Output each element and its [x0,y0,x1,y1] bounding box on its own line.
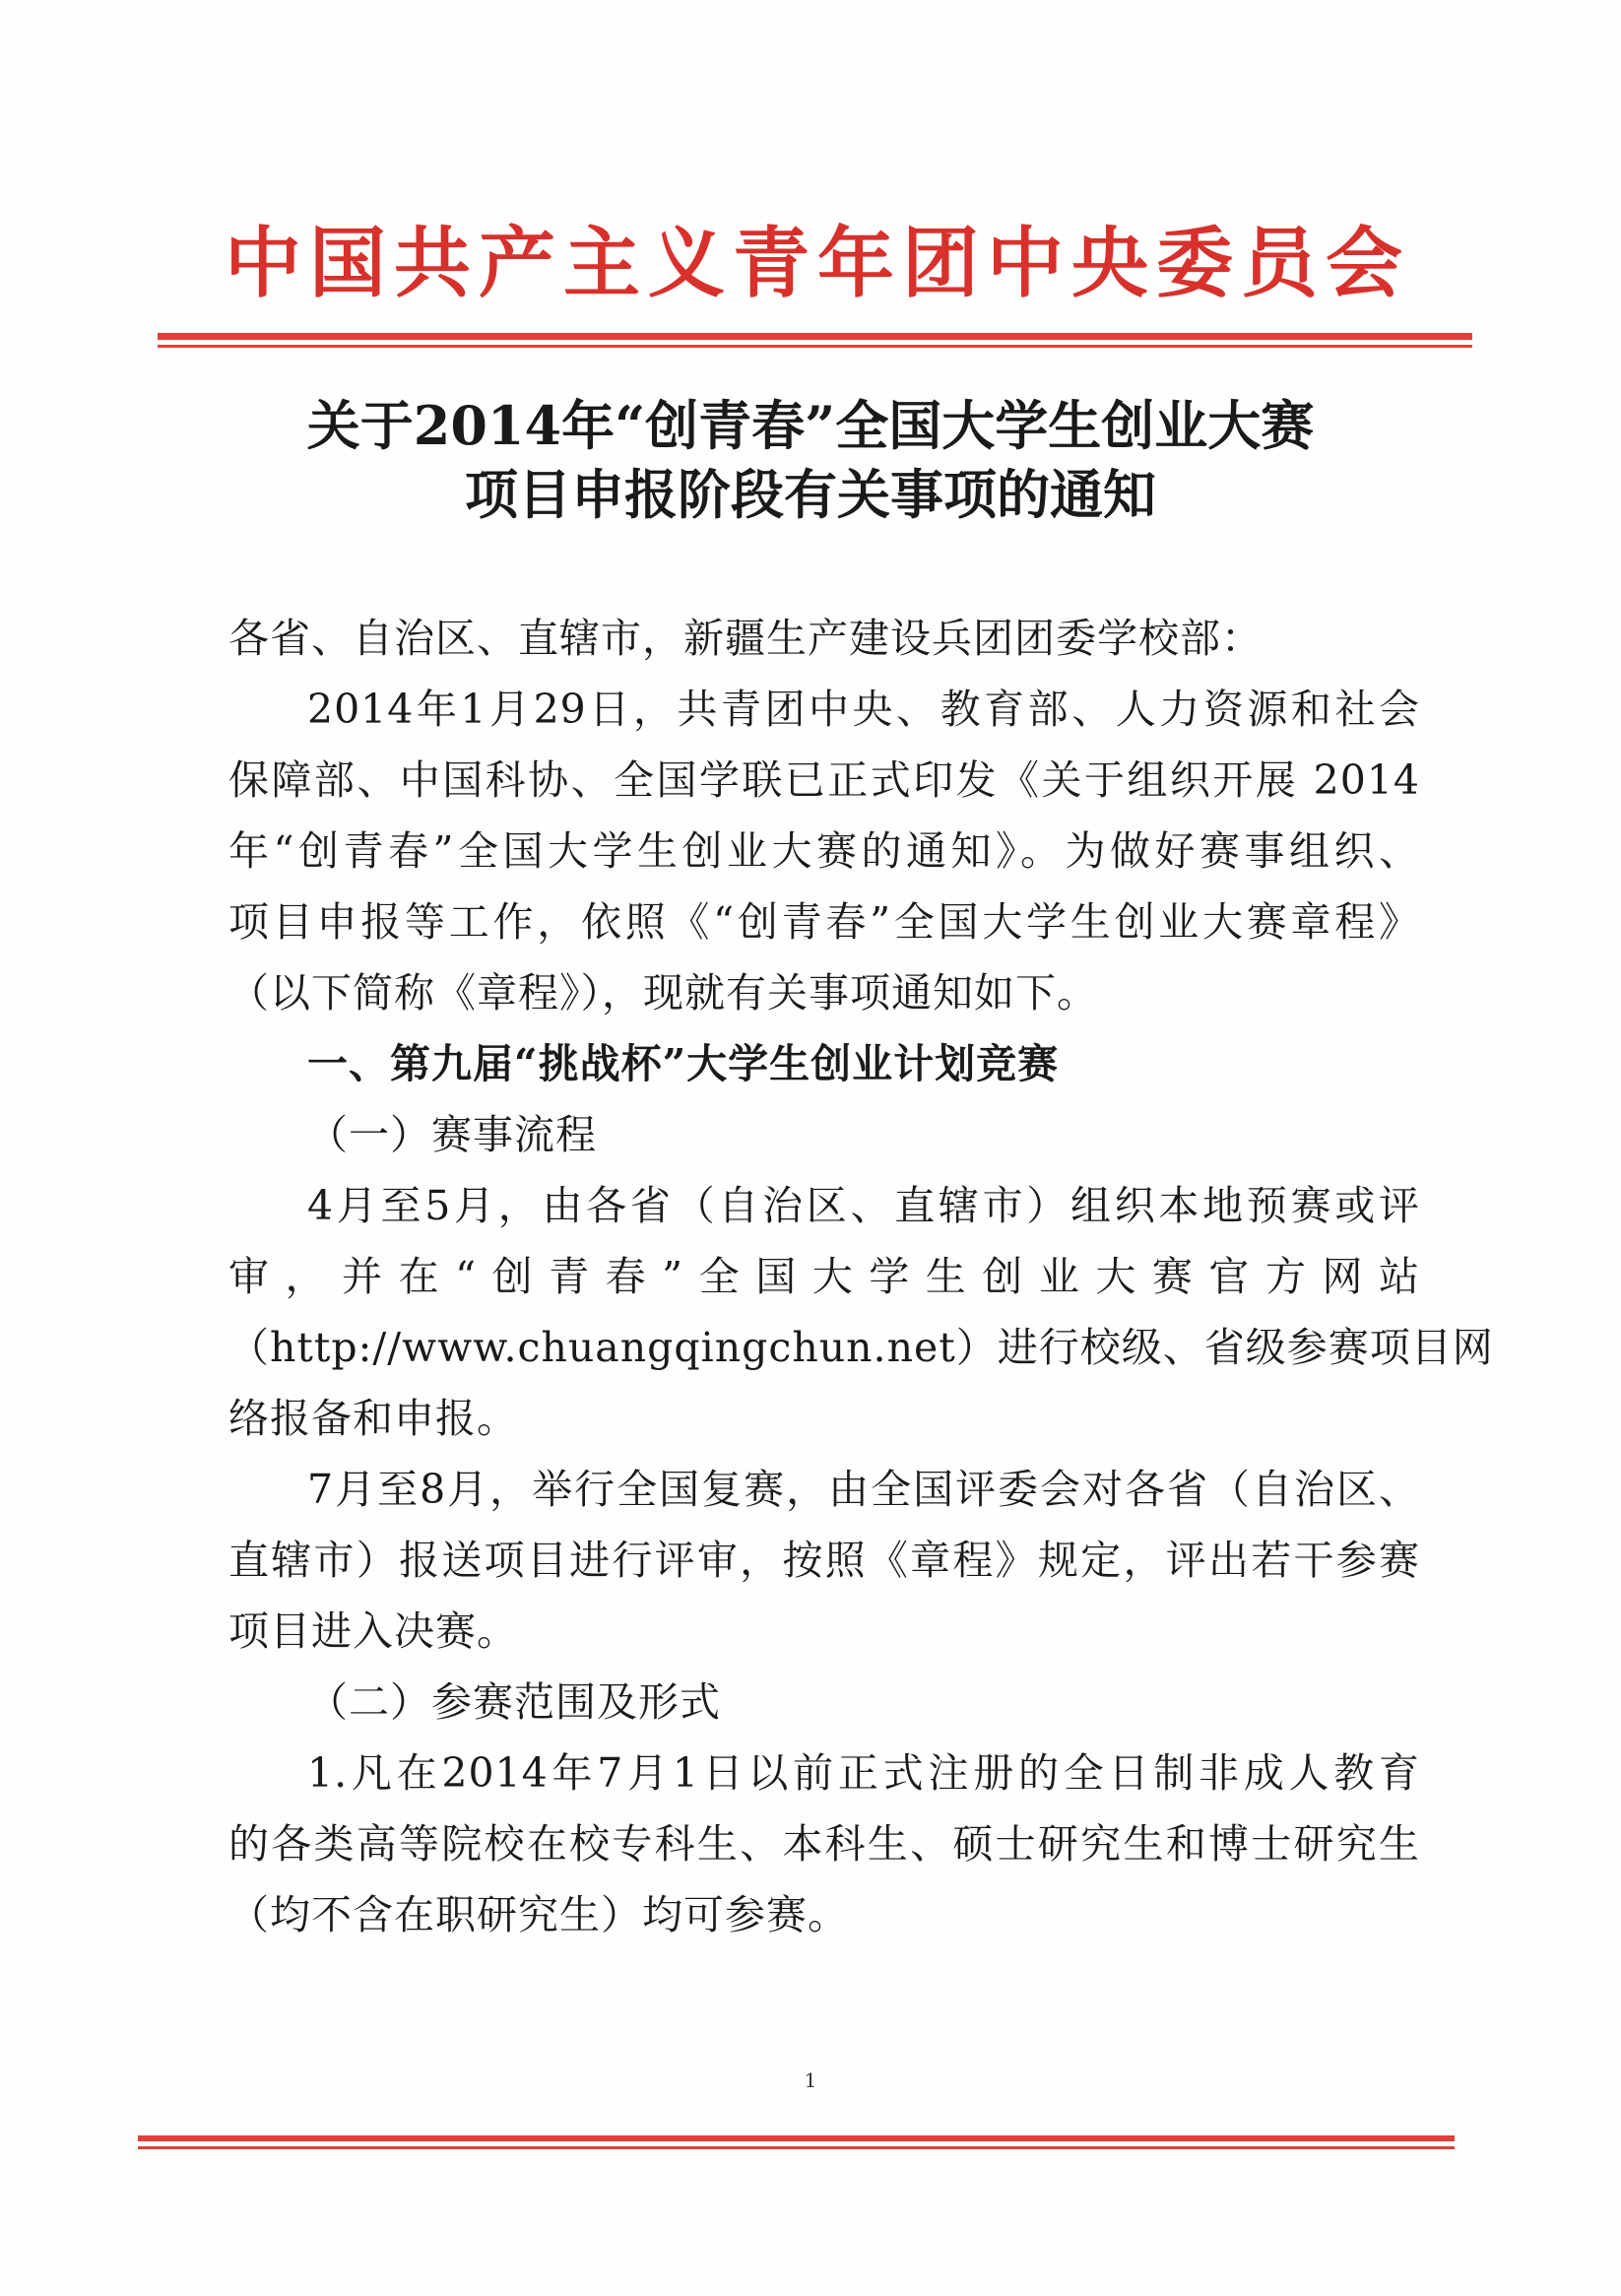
body-line: （http://www.chuangqingchun.net）进行校级、省级参赛项目网 [228,1324,1494,1371]
body-line: （以下简称《章程》），现就有关事项通知如下。 [228,969,1098,1017]
letterhead-rule-thin [158,345,1472,348]
section-heading-1: 一、第九届“挑战杯”大学生创业计划竞赛 [307,1040,1060,1087]
letterhead-rule-thick [158,333,1472,340]
body-line: （均不含在职研究生）均可参赛。 [228,1891,849,1938]
notice-title-line-1: 关于2014年“创青春”全国大学生创业大赛 [306,394,1315,457]
body-line: 保障部、中国科协、全国学联已正式印发《关于组织开展 2014 [228,756,1420,804]
subsection-heading-1: （一）赛事流程 [307,1111,597,1158]
body-line: 络报备和申报。 [228,1395,518,1442]
body-line: 项目进入决赛。 [228,1607,518,1655]
body-line: 4月至5月，由各省（自治区、直辖市）组织本地预赛或评 [307,1182,1420,1229]
body-line: 年“创青春”全国大学生创业大赛的通知》。为做好赛事组织、 [228,827,1420,875]
body-line: 项目申报等工作，依照《“创青春”全国大学生创业大赛章程》 [228,898,1420,946]
body-line: 审，并在“创青春”全国大学生创业大赛官方网站 [228,1253,1420,1300]
body-line: 7月至8月，举行全国复赛，由全国评委会对各省（自治区、 [307,1466,1420,1513]
salutation: 各省、自治区、直辖市，新疆生产建设兵团团委学校部： [228,615,1263,662]
page-number: 1 [804,2068,817,2092]
notice-title-line-2: 项目申报阶段有关事项的通知 [465,463,1156,526]
footer-rule-thin [138,2146,1455,2149]
body-line: 的各类高等院校在校专科生、本科生、硕士研究生和博士研究生 [228,1820,1420,1868]
body-line: 2014年1月29日，共青团中央、教育部、人力资源和社会 [307,686,1420,733]
subsection-heading-2: （二）参赛范围及形式 [307,1678,721,1726]
body-line: 1.凡在2014年7月1日以前正式注册的全日制非成人教育 [307,1749,1420,1797]
letterhead-title: 中国共产主义青年团中央委员会 [224,220,1410,308]
body-line: 直辖市）报送项目进行评审，按照《章程》规定，评出若干参赛 [228,1537,1420,1584]
footer-rule-thick [138,2135,1455,2141]
